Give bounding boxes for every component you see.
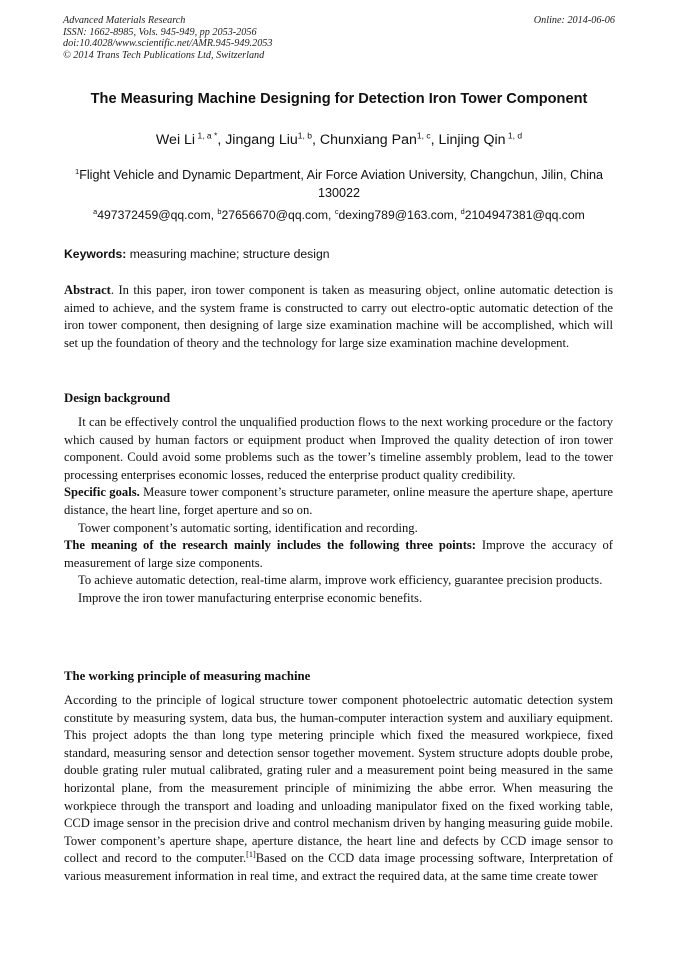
specific-goals-label: Specific goals. — [64, 485, 140, 500]
author-separator: , — [311, 132, 320, 148]
email-link[interactable]: 2104947381@qq.com — [464, 208, 585, 222]
section-body-working-principle — [64, 692, 613, 886]
doi-line: doi:10.4028/www.scientific.net/AMR.945-949.2053 — [63, 38, 273, 49]
meaning-text: Improve the accuracy of measurement of large size components. — [64, 538, 614, 570]
email-link[interactable]: 497372459@qq.com — [97, 208, 211, 222]
paragraph — [64, 692, 613, 886]
abstract-label: Abstract — [64, 283, 111, 297]
affiliation — [60, 166, 618, 202]
author-name: Jingang Liu — [225, 132, 298, 148]
section-heading-design-background: Design background — [64, 391, 171, 405]
author-name: Linjing Qin — [438, 132, 506, 148]
journal-header — [63, 15, 272, 61]
keywords — [64, 247, 330, 261]
paragraph — [64, 537, 613, 572]
journal-name: Advanced Materials Research — [63, 15, 186, 26]
affiliation-sup: 1 — [74, 166, 80, 176]
author-sup: 1, b — [297, 130, 312, 141]
paragraph: Improve the iron tower manufacturing enterprise economic benefits. — [78, 590, 423, 605]
paragraph-text: According to the principle of logical structure tower component photoelectric automatic detection system constitute by measuring system, data bus, the human-computer interaction system and auxiliary equipment. This project adopts the than long type metering principle which fixed the measured workpiece, fixed standard, measuring sensor and detection sensor together movement. System structure adopts double probe, double grating ruler mutual calibrated, grating ruler and a measurement point being measured in the same horizontal plane, from the measurement principle of minimizing the abbe error. When measuring the workpiece through the transport and loading and unloading manipulator fixed on the fixed working table, CCD image sensor in the precision drive and control mechanism driven by hanging measuring guide mobile. Tower component’s aperture shape, aperture distance, the heart line and defects by CCD image sensor to collect and record to the computer. — [64, 693, 613, 866]
email-link[interactable]: dexing789@163.com — [338, 208, 454, 222]
paragraph: Tower component’s automatic sorting, identification and recording. — [78, 520, 418, 535]
paragraph: To achieve automatic detection, real-time alarm, improve work efficiency, guarantee precision products. — [78, 573, 603, 588]
specific-goals-text: Measure tower component’s structure parameter, online measure the aperture shape, aperture distance, the heart line, forget aperture and so on. — [64, 485, 613, 517]
keywords-text: measuring machine; structure design — [126, 247, 330, 261]
author-sup: 1, c — [416, 130, 431, 141]
abstract-text: . In this paper, iron tower component is taken as measuring object, online automatic detection is aimed to achieve, and the system frame is constructed to carry out electro-optic automatic detection of the iron tower component, then designing of large size examination machine will be accomplished, which will set up the foundation of theory and the technology for large size examination machine development. — [64, 283, 613, 350]
meaning-label: The meaning of the research mainly includes the following three points: — [64, 538, 476, 553]
paragraph: It can be effectively control the unqualified production flows to the next working procedure or the factory which caused by human factors or equipment product when Improved the quality detection of iron tower component. Could avoid some problems such as the tower’s timeline assembly problem, lead to the tower processing enterprises economic losses, reduced the enterprise product quality credibility. — [64, 415, 613, 482]
email-sup: a — [93, 206, 98, 216]
affiliation-text: Flight Vehicle and Dynamic Department, Air Force Aviation University, Changchun, Jilin, China 130022 — [79, 168, 604, 200]
author-sup: 1, d — [505, 130, 523, 141]
author-name: Chunxiang Pan — [319, 132, 417, 148]
email-sup: d — [460, 206, 465, 216]
author-name: Wei Li — [155, 132, 196, 148]
author-list — [40, 132, 638, 148]
email-list: $^a$497372459@qq.com, $^b$27656670@qq.com, $^c$dexing789@163.com, $^d$2104947381@qq.com — [93, 206, 585, 222]
author-separator: , — [430, 132, 439, 148]
online-date: Online: 2014-06-06 — [533, 15, 615, 26]
paragraph — [64, 484, 613, 519]
citation-ref[interactable]: [1] — [246, 850, 256, 860]
keywords-label: Keywords: — [64, 247, 127, 261]
issn-line: ISSN: 1662-8985, Vols. 945-949, pp 2053-2056 — [63, 26, 257, 38]
paper-title: The Measuring Machine Designing for Detection Iron Tower Component — [90, 91, 588, 107]
author-separator: , — [217, 132, 226, 148]
section-heading-working-principle: The working principle of measuring machine — [64, 669, 311, 683]
author-sup: 1, a * — [195, 130, 218, 141]
abstract — [64, 282, 613, 352]
section-body-design-background — [64, 414, 613, 608]
copyright-line: © 2014 Trans Tech Publications Ltd, Switzerland — [63, 49, 265, 61]
email-link[interactable]: 27656670@qq.com — [221, 208, 329, 222]
email-sup: b — [217, 206, 222, 216]
email-sup: c — [334, 206, 339, 216]
paragraph-text: Based on the CCD data image processing software, Interpretation of various measurement information in real time, and extract the required data, at the same time create tower — [64, 851, 613, 883]
